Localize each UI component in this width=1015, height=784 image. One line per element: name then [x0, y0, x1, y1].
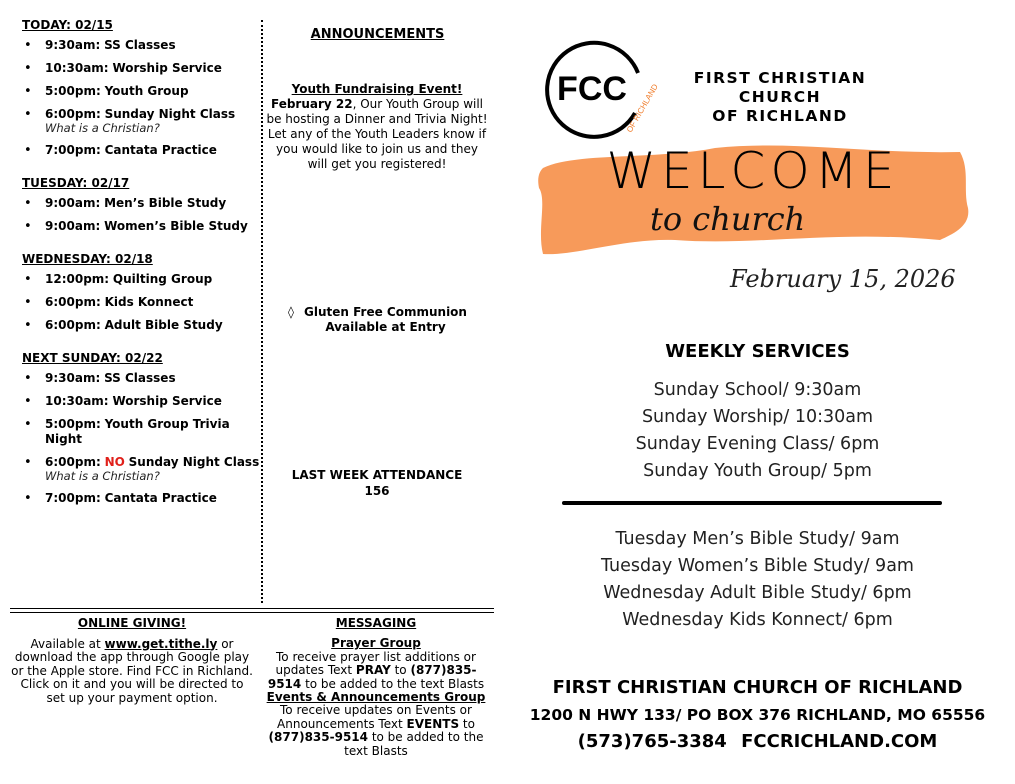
schedule-event	[22, 84, 262, 99]
schedule-event	[22, 394, 262, 409]
event-name: SS Classes	[104, 371, 176, 385]
footer-address: 1200 N HWY 133/ PO BOX 376 RICHLAND, MO 65556	[529, 706, 986, 724]
event-time: 6:00pm:	[45, 455, 101, 469]
schedule-day-heading: NEXT SUNDAY: 02/22	[22, 351, 163, 365]
schedule-event	[22, 143, 262, 158]
schedule-event	[22, 455, 262, 483]
event-name: Men’s Bible Study	[104, 196, 227, 210]
event-time: 6:00pm:	[45, 107, 101, 121]
schedule-day-heading: WEDNESDAY: 02/18	[22, 252, 153, 266]
online-giving	[10, 617, 254, 705]
service-item: Tuesday Women’s Bible Study/ 9am	[601, 556, 914, 576]
schedule-event	[22, 272, 262, 287]
services-divider	[562, 501, 942, 505]
welcome-title: WELCOME	[606, 142, 900, 200]
church-name-line1: FIRST CHRISTIAN CHURCH	[693, 69, 867, 106]
event-name: Cantata Practice	[104, 143, 217, 157]
event-name: Women’s Bible Study	[104, 219, 248, 233]
schedule-event	[22, 107, 262, 135]
welcome-date: February 15, 2026	[730, 265, 956, 293]
service-item: Wednesday Adult Bible Study/ 6pm	[603, 583, 912, 603]
youth-fundraiser-announcement	[266, 82, 488, 172]
communion-notice	[288, 305, 483, 335]
service-item: Sunday School/ 9:30am	[653, 380, 862, 400]
schedule-event	[22, 38, 262, 53]
event-name: Kids Konnect	[104, 295, 194, 309]
event-time: 9:00am:	[45, 196, 101, 210]
event-name: Youth Group	[104, 84, 189, 98]
schedule-event	[22, 61, 262, 76]
service-item: Sunday Evening Class/ 6pm	[635, 434, 880, 454]
event-time: 9:30am:	[45, 371, 101, 385]
church-name-line2: OF RICHLAND	[712, 107, 848, 125]
schedule-event	[22, 417, 262, 447]
schedule-day	[22, 176, 262, 234]
communion-line2: Available at Entry	[325, 320, 446, 334]
welcome-script: to church	[650, 200, 806, 238]
event-name: Sunday Night Class	[104, 107, 236, 121]
attendance-value: 156	[364, 484, 390, 498]
communion-line1: Gluten Free Communion	[304, 305, 467, 319]
schedule-column	[22, 18, 262, 524]
messaging-title: MESSAGING	[335, 616, 417, 630]
event-time: 10:30am:	[45, 61, 109, 75]
event-time: 6:00pm:	[45, 318, 101, 332]
prayer-group-text: To receive prayer list additions or updates Text PRAY to (877)835-9514 to be added to the text Blasts	[267, 649, 485, 691]
schedule-event	[22, 219, 262, 234]
logo-initials: FCC	[557, 70, 627, 108]
event-time: 9:00am:	[45, 219, 101, 233]
event-time: 5:00pm:	[45, 84, 101, 98]
event-body: , Our Youth Group will be hosting a Dinner and Trivia Night! Let any of the Youth Leaders know if you would like to join us and they will get you registered!	[266, 97, 488, 171]
schedule-day	[22, 18, 262, 158]
event-name: Youth Group Trivia Night	[45, 417, 230, 446]
event-name: Quilting Group	[112, 272, 213, 286]
footer-phone[interactable]: (573)765-3384	[577, 731, 727, 752]
service-item: Wednesday Kids Konnect/ 6pm	[622, 610, 893, 630]
giving-title: ONLINE GIVING!	[77, 616, 187, 630]
giving-link[interactable]: www.get.tithe.ly	[104, 636, 218, 651]
footer-contact	[560, 731, 955, 752]
events-group-text: To receive updates on Events or Announcements Text EVENTS to (877)835-9514 to be added to the text Blasts	[268, 703, 484, 758]
schedule-event	[22, 318, 262, 333]
church-logo	[540, 33, 660, 145]
event-no-badge: NO	[104, 455, 125, 469]
event-subtitle: What is a Christian?	[45, 121, 160, 135]
giving-pre: Available at	[30, 636, 105, 651]
event-time: 10:30am:	[45, 394, 109, 408]
weekly-services-title: WEEKLY SERVICES	[665, 341, 850, 362]
event-time: 6:00pm:	[45, 295, 101, 309]
event-time: 7:00pm:	[45, 143, 101, 157]
sunday-services	[560, 377, 955, 485]
logo-ring-text: OF RICHLAND	[624, 82, 660, 134]
prayer-group-title: Prayer Group	[331, 636, 421, 651]
double-rule-bottom	[10, 612, 494, 613]
giving-post: or download the app through Google play or the Apple store. Find FCC in Richland. Click on it and you will be directed to set up your payment option.	[11, 636, 253, 705]
event-name: Adult Bible Study	[104, 318, 223, 332]
schedule-day-heading: TODAY: 02/15	[22, 18, 113, 32]
church-name	[665, 69, 895, 126]
footer-website[interactable]: FCCRICHLAND.COM	[741, 731, 938, 752]
weekday-services	[560, 526, 955, 634]
event-time: 5:00pm:	[45, 417, 101, 431]
diamond-bullet-icon: ◊	[288, 305, 294, 319]
event-time: 12:00pm:	[45, 272, 110, 286]
schedule-day-heading: TUESDAY: 02/17	[22, 176, 130, 190]
service-item: Sunday Worship/ 10:30am	[641, 407, 874, 427]
events-group-title: Events & Announcements Group	[266, 690, 486, 705]
event-name: Sunday Night Class	[128, 455, 260, 469]
footer-church-name: FIRST CHRISTIAN CHURCH OF RICHLAND	[552, 677, 963, 698]
schedule-day	[22, 351, 262, 506]
attendance-label: LAST WEEK ATTENDANCE	[291, 468, 463, 482]
service-item: Tuesday Men’s Bible Study/ 9am	[615, 529, 900, 549]
event-title: Youth Fundraising Event!	[291, 82, 463, 96]
event-time: 7:00pm:	[45, 491, 101, 505]
schedule-event	[22, 371, 262, 386]
schedule-event	[22, 196, 262, 211]
event-name: Worship Service	[112, 394, 222, 408]
event-name: SS Classes	[104, 38, 176, 52]
service-item: Sunday Youth Group/ 5pm	[643, 461, 872, 481]
double-rule-top	[10, 608, 494, 609]
column-divider	[261, 20, 263, 603]
event-time: 9:30am:	[45, 38, 101, 52]
event-name: Worship Service	[112, 61, 222, 75]
messaging	[262, 617, 490, 758]
schedule-event	[22, 491, 262, 506]
event-subtitle: What is a Christian?	[45, 469, 160, 483]
schedule-event	[22, 295, 262, 310]
attendance	[282, 467, 472, 499]
event-date: February 22	[270, 97, 353, 111]
announcements-title: ANNOUNCEMENTS	[310, 27, 445, 42]
schedule-day	[22, 252, 262, 333]
event-name: Cantata Practice	[104, 491, 217, 505]
